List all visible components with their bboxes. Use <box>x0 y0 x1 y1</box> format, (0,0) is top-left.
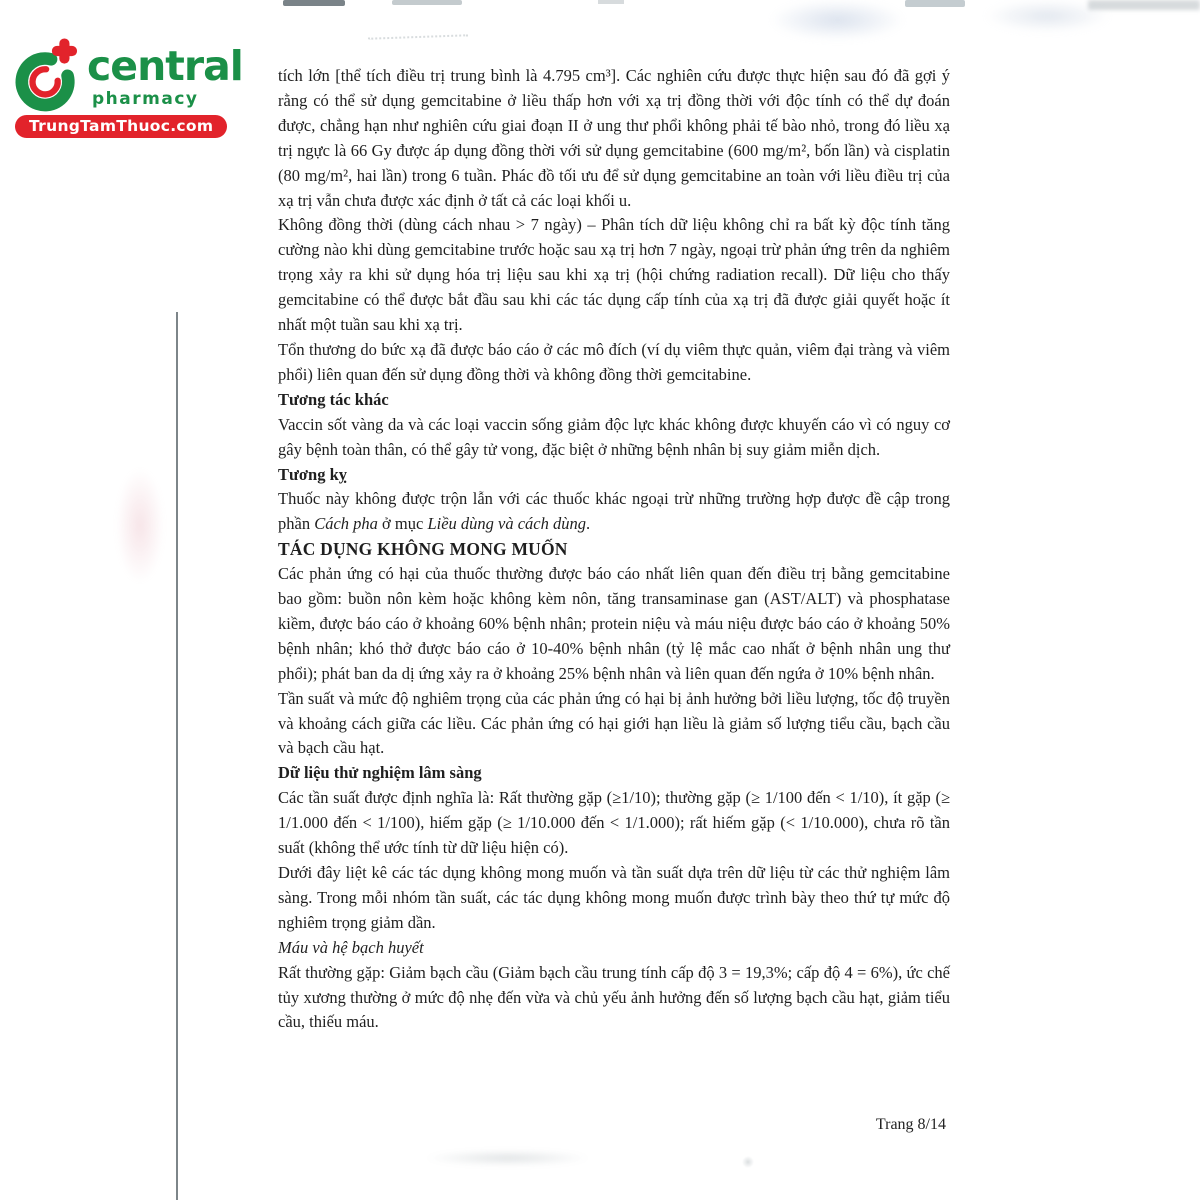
page-number: Trang 8/14 <box>875 1116 946 1133</box>
logo-website-badge: TrungTamThuoc.com <box>15 115 227 138</box>
text-run: Tần suất và mức độ nghiêm trọng của các phản ứng có hại bị ảnh hưởng bởi liều lượng, tốc độ truyền và khoảng cách giữa các liều. Các phản ứng có hại giới hạn liều là giảm số lượng tiểu cầu, bạch cầu và bạch cầu hạt. <box>278 688 950 758</box>
central-pharmacy-logo-icon <box>15 38 79 112</box>
scan-artifact <box>598 0 624 4</box>
section-heading <box>278 537 950 562</box>
scan-artifact <box>425 1150 590 1166</box>
paragraph <box>278 213 950 338</box>
section-heading <box>278 463 950 488</box>
scan-artifact <box>770 0 905 40</box>
text-run: Thuốc này không được trộn lẫn với các thuốc khác ngoại trừ những trường hợp được đề cập trong phần <box>278 489 950 534</box>
text-run: Tổn thương do bức xạ đã được báo cáo ở các mô đích (ví dụ viêm thực quản, viêm đại tràng và viêm phổi) liên quan đến sử dụng đồng thời và không đồng thời gemcitabine. <box>278 339 950 384</box>
text-run: Dưới đây liệt kê các tác dụng không mong muốn và tần suất dựa trên dữ liệu từ các thử nghiệm lâm sàng. Trong mỗi nhóm tần suất, các tác dụng không mong muốn được trình bày theo thứ tự mức độ nghiêm trọng giảm dần. <box>278 863 950 932</box>
italic-text-run: Liều dùng và cách dùng <box>427 514 586 534</box>
text-run: Tương tác khác <box>278 389 389 409</box>
paragraph <box>278 786 950 861</box>
scan-artifact <box>985 0 1110 32</box>
logo-subtitle-text: pharmacy <box>92 89 199 109</box>
text-run: Các phản ứng có hại của thuốc thường được báo cáo nhất liên quan đến điều trị bằng gemcitabine bao gồm: buồn nôn kèm hoặc không kèm nôn, tăng transaminase gan (AST/ALT) và phosphatase kiềm, được báo cáo ở khoảng 60% bệnh nhân; protein niệu và máu niệu được báo cáo ở khoảng 50% bệnh nhân; khó thở được báo cáo ở 10-40% bệnh nhân (tỷ lệ mắc cao nhất ở bệnh nhân ung thư phổi); phát ban da dị ứng xảy ra ở khoảng 25% bệnh nhân và liên quan đến ngứa ở 10% bệnh nhân. <box>278 564 950 683</box>
document-body <box>278 64 950 1035</box>
scan-artifact <box>1088 0 1200 10</box>
text-run: . <box>586 514 591 534</box>
section-heading <box>278 388 950 413</box>
text-run: ở mục <box>377 514 428 534</box>
text-run: Máu và hệ bạch huyết <box>278 937 424 957</box>
text-run: Vaccin sốt vàng da và các loại vaccin sống giảm độc lực khác không được khuyến cáo vì có nguy cơ gây bệnh toàn thân, có thể gây tử vong, đặc biệt ở những bệnh nhân bị suy giảm miễn dịch. <box>278 414 950 459</box>
text-run: TÁC DỤNG KHÔNG MONG MUỐN <box>278 539 568 560</box>
scan-artifact <box>392 0 462 5</box>
italic-text-run: Cách pha <box>314 514 378 534</box>
logo-brand-text: central <box>87 42 243 90</box>
text-run: tích lớn [thể tích điều trị trung bình là 4.795 cm³]. Các nghiên cứu được thực hiện sau đó đã gợi ý rằng có thể sử dụng gemcitabine ở liều thấp hơn với xạ trị đồng thời với độc tính có thể dự đoán được, chẳng hạn như nghiên cứu giai đoạn II ở ung thư phổi không phải tế bào nhỏ, trong đó liều xạ trị ngực là 66 Gy được áp dụng đồng thời với sử dụng gemcitabine (600 mg/m², bốn lần) và cisplatin (80 mg/m², hai lần) trong 6 tuần. Phác đồ tối ưu để sử dụng gemcitabine an toàn với liều điều trị của xạ trị vẫn chưa được xác định ở tất cả các loại khối u. <box>278 66 950 210</box>
paragraph <box>278 487 950 537</box>
paragraph <box>278 64 950 213</box>
text-run: Các tần suất được định nghĩa là: Rất thường gặp (≥1/10); thường gặp (≥ 1/100 đến < 1/10), ít gặp (≥ 1/1.000 đến < 1/100), hiếm gặp (≥ 1/10.000 đến < 1/1.000); rất hiếm gặp (< 1/10.000), chưa rõ tần suất (không thể ước tính từ dữ liệu hiện có). <box>278 788 950 858</box>
paragraph <box>278 961 950 1036</box>
scan-artifact <box>905 0 965 7</box>
section-heading <box>278 761 950 786</box>
paragraph <box>278 338 950 388</box>
pharmacy-logo <box>15 38 243 140</box>
paragraph <box>278 687 950 762</box>
scan-artifact <box>283 0 345 6</box>
scan-artifact <box>368 22 468 39</box>
scan-artifact <box>742 1156 754 1168</box>
text-run: Không đồng thời (dùng cách nhau > 7 ngày) – Phân tích dữ liệu không chỉ ra bất kỳ độc tính tăng cường nào khi dùng gemcitabine trước hoặc sau xạ trị hơn 7 ngày, ngoại trừ phản ứng trên da nghiêm trọng xảy ra khi sử dụng hóa trị liệu sau khi xạ trị (hội chứng radiation recall). Dữ liệu cho thấy gemcitabine có thể được bắt đầu sau khi các tác dụng cấp tính của xạ trị đã được giải quyết hoặc ít nhất một tuần sau khi xạ trị. <box>278 215 950 335</box>
scan-fold-line <box>176 312 178 1200</box>
section-heading <box>278 936 950 961</box>
paragraph <box>278 562 950 687</box>
scan-artifact <box>116 468 164 583</box>
paragraph <box>278 413 950 463</box>
text-run: Tương kỵ <box>278 464 348 484</box>
text-run: Rất thường gặp: Giảm bạch cầu (Giảm bạch cầu trung tính cấp độ 3 = 19,3%; cấp độ 4 = 6%), ức chế tủy xương thường ở mức độ nhẹ đến vừa và chủ yếu ảnh hưởng đến số lượng bạch cầu hạt, giảm tiểu cầu, thiếu máu. <box>278 962 950 1032</box>
paragraph <box>278 861 950 936</box>
text-run: Dữ liệu thử nghiệm lâm sàng <box>278 763 482 783</box>
